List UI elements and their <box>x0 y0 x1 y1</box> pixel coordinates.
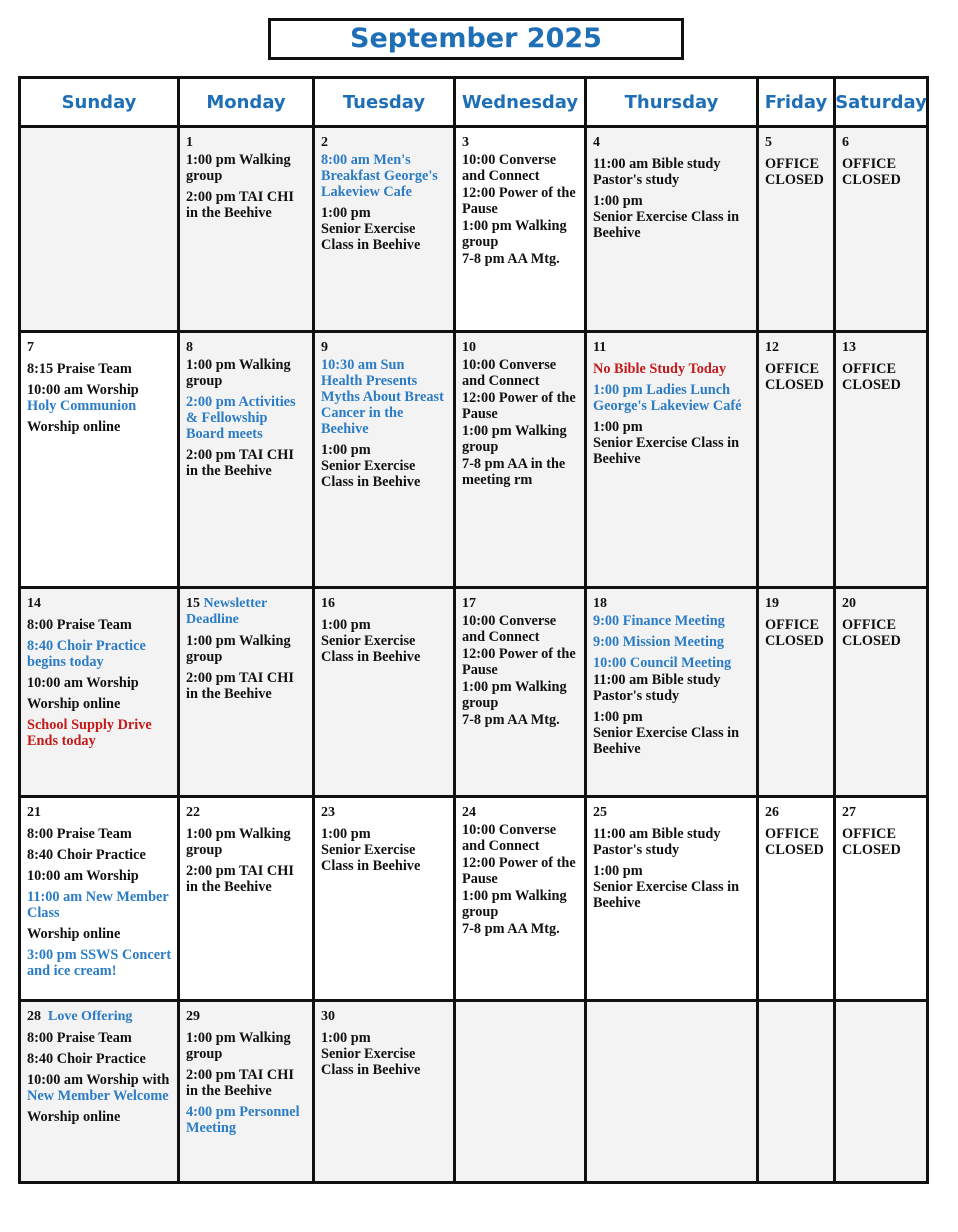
day-cell-11 <box>587 333 756 586</box>
event-text: 2:00 pm TAI CHI in the Beehive <box>186 863 294 895</box>
day-cell-26 <box>759 798 833 999</box>
event-text: 10:00 am Worship <box>27 675 139 691</box>
event-text: 1:00 pm Walking group <box>186 826 291 858</box>
event-text: 1:00 pm Walking group <box>462 218 567 250</box>
day-cell-16 <box>315 589 453 795</box>
day-cell-20 <box>836 589 926 795</box>
day-cell-15 <box>180 589 312 795</box>
day-cell-2 <box>315 128 453 330</box>
event-text: OFFICE CLOSED <box>765 156 824 188</box>
day-cell-7 <box>21 333 177 586</box>
event-text: 10:30 am Sun Health Presents Myths About Breast Cancer in the Beehive <box>321 357 444 437</box>
day-cell-25 <box>587 798 756 999</box>
day-cell-30 <box>315 1002 453 1181</box>
day-number-line <box>27 1009 172 1025</box>
event-text: 8:40 Choir Practice <box>27 1051 146 1067</box>
day-cell-5 <box>759 128 833 330</box>
event-text: OFFICE CLOSED <box>842 617 901 649</box>
event-text: 4:00 pm Personnel Meeting <box>186 1104 300 1136</box>
event-text: New Member Welcome <box>27 1088 169 1104</box>
event-text: 1:00 pm Walking group <box>462 888 567 920</box>
event-text: 7-8 pm AA Mtg. <box>462 921 560 937</box>
day-number: 29 <box>186 1009 200 1024</box>
day-number: 9 <box>321 340 328 355</box>
day-cell-17 <box>456 589 584 795</box>
day-header-sunday: Sunday <box>21 79 177 125</box>
event-text: 8:40 Choir Practice <box>27 847 146 863</box>
event-text: OFFICE CLOSED <box>765 826 824 858</box>
event-text: 1:00 pm Senior Exercise Class in Beehive <box>593 193 740 241</box>
day-number: 4 <box>593 135 600 150</box>
day-number: 1 <box>186 135 193 150</box>
event-text: Worship online <box>27 1109 121 1125</box>
event-text: 8:00 Praise Team <box>27 826 132 842</box>
event-text: 1:00 pm Walking group <box>186 152 291 184</box>
event-text: 7-8 pm AA Mtg. <box>462 251 560 267</box>
day-cell-4 <box>587 128 756 330</box>
day-cell-empty <box>759 1002 833 1181</box>
day-number: 14 <box>27 596 41 611</box>
event-text: 12:00 Power of the Pause <box>462 646 576 678</box>
day-number: 16 <box>321 596 335 611</box>
day-cell-24 <box>456 798 584 999</box>
event-text: 1:00 pm Senior Exercise Class in Beehive <box>321 442 421 490</box>
event-text: 1:00 pm Senior Exercise Class in Beehive <box>321 617 421 665</box>
day-cell-19 <box>759 589 833 795</box>
event-text: 10:00 Converse and Connect <box>462 613 557 645</box>
day-cell-23 <box>315 798 453 999</box>
event-text: 7-8 pm AA in the meeting rm <box>462 456 566 488</box>
day-number: 11 <box>593 340 607 355</box>
event-text: 10:00 Converse and Connect <box>462 822 557 854</box>
day-number: 21 <box>27 805 41 820</box>
day-header-friday: Friday <box>759 79 833 125</box>
day-number: 12 <box>765 340 779 355</box>
day-cell-10 <box>456 333 584 586</box>
day-cell-empty <box>836 1002 926 1181</box>
day-cell-3 <box>456 128 584 330</box>
event-text: 12:00 Power of the Pause <box>462 185 576 217</box>
event-text: 8:00 am Men's Breakfast George's Lakeview Cafe <box>321 152 438 200</box>
day-cell-empty <box>21 128 177 330</box>
day-number: 2 <box>321 135 328 150</box>
day-number: 25 <box>593 805 607 820</box>
day-header-wednesday: Wednesday <box>456 79 584 125</box>
day-number: 19 <box>765 596 779 611</box>
event-text: 1:00 pm Walking group <box>186 1030 291 1062</box>
day-header-saturday: Saturday <box>836 79 926 125</box>
day-number: 24 <box>462 805 476 820</box>
event-text: 3:00 pm SSWS Concert and ice cream! <box>27 947 172 979</box>
day-cell-13 <box>836 333 926 586</box>
day-number: 7 <box>27 340 34 355</box>
event-text: No Bible Study Today <box>593 361 727 377</box>
day-header-tuesday: Tuesday <box>315 79 453 125</box>
event-text: 1:00 pm Senior Exercise Class in Beehive <box>593 709 740 757</box>
event-text: Holy Communion <box>27 398 137 414</box>
event-text: 11:00 am New Member Class <box>27 889 169 921</box>
event-text: 8:00 Praise Team <box>27 617 132 633</box>
event-text: 12:00 Power of the Pause <box>462 390 576 422</box>
day-number: 13 <box>842 340 856 355</box>
event-text: 1:00 pm Ladies Lunch George's Lakeview Café <box>593 382 742 414</box>
event-text: 9:00 Mission Meeting <box>593 634 725 650</box>
event-text: Worship online <box>27 926 121 942</box>
event-text: 12:00 Power of the Pause <box>462 855 576 887</box>
event-text: 11:00 am Bible study Pastor's study <box>593 672 721 704</box>
day-number: 18 <box>593 596 607 611</box>
event-text: 1:00 pm Walking group <box>186 633 291 665</box>
event-text: 1:00 pm Walking group <box>462 423 567 455</box>
day-number: 5 <box>765 135 772 150</box>
event-text: 8:00 Praise Team <box>27 1030 132 1046</box>
event-text: OFFICE CLOSED <box>765 361 824 393</box>
day-number: 15 <box>186 596 200 611</box>
day-number: 8 <box>186 340 193 355</box>
event-text: 11:00 am Bible study Pastor's study <box>593 826 721 858</box>
event-text: 2:00 pm TAI CHI in the Beehive <box>186 447 294 479</box>
event-text: OFFICE CLOSED <box>765 617 824 649</box>
day-cell-empty <box>587 1002 756 1181</box>
day-number: 27 <box>842 805 856 820</box>
day-cell-empty <box>456 1002 584 1181</box>
event-text: Love Offering <box>48 1009 133 1024</box>
event-text: 1:00 pm Walking group <box>186 357 291 389</box>
event-text: 1:00 pm Senior Exercise Class in Beehive <box>321 826 421 874</box>
event-text: Worship online <box>27 696 121 712</box>
event-text: 2:00 pm TAI CHI in the Beehive <box>186 670 294 702</box>
day-number: 20 <box>842 596 856 611</box>
event-text: 2:00 pm TAI CHI in the Beehive <box>186 1067 294 1099</box>
day-number-line <box>186 596 307 628</box>
event-text: 10:00 am Worship with <box>27 1072 170 1088</box>
day-number: 10 <box>462 340 476 355</box>
event-text: 8:15 Praise Team <box>27 361 132 377</box>
event-text: OFFICE CLOSED <box>842 156 901 188</box>
day-cell-27 <box>836 798 926 999</box>
day-number: 26 <box>765 805 779 820</box>
event-text: 9:00 Finance Meeting <box>593 613 725 629</box>
day-header-monday: Monday <box>180 79 312 125</box>
day-cell-1 <box>180 128 312 330</box>
calendar-title: September 2025 <box>268 18 684 60</box>
day-cell-21 <box>21 798 177 999</box>
day-header-thursday: Thursday <box>587 79 756 125</box>
day-cell-18 <box>587 589 756 795</box>
day-number: 17 <box>462 596 476 611</box>
event-text: Worship online <box>27 419 121 435</box>
day-cell-29 <box>180 1002 312 1181</box>
event-text: 10:00 Council Meeting <box>593 655 732 671</box>
event-text: 10:00 Converse and Connect <box>462 357 557 389</box>
event-text: 1:00 pm Senior Exercise Class in Beehive <box>321 1030 421 1078</box>
day-cell-22 <box>180 798 312 999</box>
event-text: 1:00 pm Senior Exercise Class in Beehive <box>593 863 740 911</box>
event-text: 8:40 Choir Practice begins today <box>27 638 146 670</box>
day-number: 30 <box>321 1009 335 1024</box>
day-cell-9 <box>315 333 453 586</box>
event-text: 11:00 am Bible study Pastor's study <box>593 156 721 188</box>
event-text: 1:00 pm Walking group <box>462 679 567 711</box>
event-text: 7-8 pm AA Mtg. <box>462 712 560 728</box>
event-text: 2:00 pm Activities & Fellowship Board meets <box>186 394 296 442</box>
day-number: 3 <box>462 135 469 150</box>
event-text: 1:00 pm Senior Exercise Class in Beehive <box>321 205 421 253</box>
day-number: 22 <box>186 805 200 820</box>
day-cell-14 <box>21 589 177 795</box>
event-text: Newsletter Deadline <box>186 596 267 627</box>
event-text: School Supply Drive Ends today <box>27 717 152 749</box>
event-text: 10:00 am Worship <box>27 382 139 398</box>
day-number: 28 <box>27 1009 41 1024</box>
event-text: OFFICE CLOSED <box>842 361 901 393</box>
day-cell-8 <box>180 333 312 586</box>
event-text: 10:00 Converse and Connect <box>462 152 557 184</box>
event-line <box>27 1072 172 1104</box>
day-cell-12 <box>759 333 833 586</box>
day-cell-28 <box>21 1002 177 1181</box>
day-number: 23 <box>321 805 335 820</box>
event-text: 1:00 pm Senior Exercise Class in Beehive <box>593 419 740 467</box>
day-number: 6 <box>842 135 849 150</box>
calendar-grid <box>18 76 929 1184</box>
day-cell-6 <box>836 128 926 330</box>
event-text: OFFICE CLOSED <box>842 826 901 858</box>
event-text: 10:00 am Worship <box>27 868 139 884</box>
event-text: 2:00 pm TAI CHI in the Beehive <box>186 189 294 221</box>
